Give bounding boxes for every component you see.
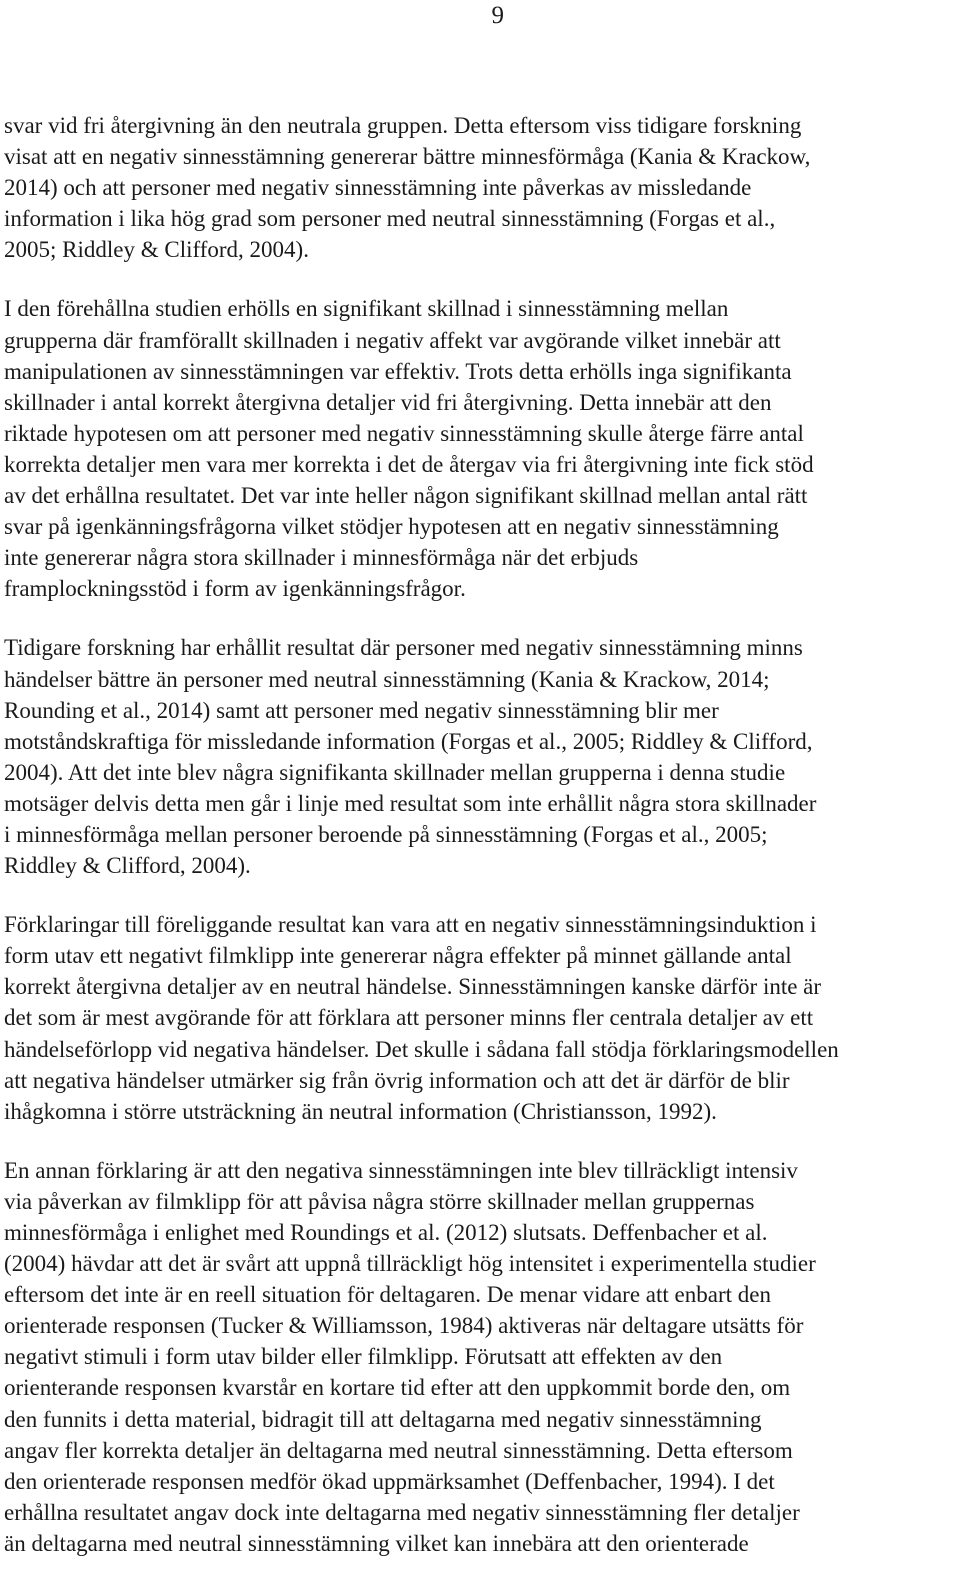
paragraph: I den förehållna studien erhölls en signifikant skillnad i sinnesstämning mellan grupperna där framförallt skillnaden i negativ affekt var avgörande vilket innebär att manipulationen av sinnesstämningen var effektiv. Trots detta erhölls inga signifikanta skillnader i antal korrekt återgivna detaljer vid fri återgivning. Detta innebär att den riktade hypotesen om att personer med negativ sinnesstämning skulle återge färre antal korrekta detaljer men vara mer korrekta i det de återgav via fri återgivning inte fick stöd av det erhållna resultatet. Det var inte heller någon signifikant skillnad mellan antal rätt svar på igenkänningsfrågorna vilket stödjer hypotesen att en negativ sinnesstämning inte genererar några stora skillnader i minnesförmåga när det erbjuds framplockningsstöd i form av igenkänningsfrågor. (4, 296, 814, 602)
paragraph: svar vid fri återgivning än den neutrala gruppen. Detta eftersom viss tidigare forskning visat att en negativ sinnesstämning genererar bättre minnesförmåga (Kania & Krackow, 2014) och att personer med negativ sinnesstämning inte påverkas av missledande information i lika hög grad som personer med neutral sinnesstämning (Forgas et al., 2005; Riddley & Clifford, 2004). (4, 113, 811, 263)
paragraph: En annan förklaring är att den negativa sinnesstämningen inte blev tillräckligt intensiv via påverkan av filmklipp för att påvisa några större skillnader mellan gruppernas minnesförmåga i enlighet med Roundings et al. (2012) slutsats. Deffenbacher et al. (2004) hävdar att det är svårt att uppnå tillräckligt hög intensitet i experimentella studier eftersom det inte är en reell situation för deltagaren. De menar vidare att enbart den orienterade responsen (Tucker & Williamsson, 1984) aktiveras när deltagare utsätts för negativt stimuli i form utav bilder eller filmklipp. Förutsatt att effekten av den orienterande responsen kvarstår en kortare tid efter att den uppkommit borde den, om den funnits i detta material, bidragit till att deltagarna med negativ sinnesstämning angav fler korrekta detaljer än deltagarna med neutral sinnesstämning. Detta eftersom den orienterade responsen medför ökad uppmärksamhet (Deffenbacher, 1994). I det erhållna resultatet angav dock inte deltagarna med negativ sinnesstämning fler detaljer än deltagarna med neutral sinnesstämning vilket kan innebära att den orienterade (4, 1157, 816, 1556)
paragraph-gap (4, 265, 957, 293)
paragraph-gap (4, 881, 957, 909)
page-number: 9 (491, 2, 504, 29)
document-body (4, 110, 957, 1559)
paragraph-gap (4, 604, 957, 632)
paragraph: Förklaringar till föreliggande resultat kan vara att en negativ sinnesstämningsinduktion i form utav ett negativt filmklipp inte genererar några effekter på minnet gällande antal korrekt återgivna detaljer av en neutral händelse. Sinnesstämningen kanske därför inte är det som är mest avgörande för att förklara att personer minns fler centrala detaljer av ett händelseförlopp vid negativa händelser. Det skulle i sådana fall stödja förklaringsmodellen att negativa händelser utmärker sig från övrig information och att det är därför de blir ihågkomna i större utsträckning än neutral information (Christiansson, 1992). (4, 912, 839, 1124)
paragraph-gap (4, 1127, 957, 1155)
paragraph: Tidigare forskning har erhållit resultat där personer med negativ sinnesstämning minns händelser bättre än personer med neutral sinnesstämning (Kania & Krackow, 2014; Rounding et al., 2014) samt att personer med negativ sinnesstämning blir mer motståndskraftiga för missledande information (Forgas et al., 2005; Riddley & Clifford, 2004). Att det inte blev några signifikanta skillnader mellan grupperna i denna studie motsäger delvis detta men går i linje med resultat som inte erhållit några stora skillnader i minnesförmåga mellan personer beroende på sinnesstämning (Forgas et al., 2005; Riddley & Clifford, 2004). (4, 635, 817, 879)
